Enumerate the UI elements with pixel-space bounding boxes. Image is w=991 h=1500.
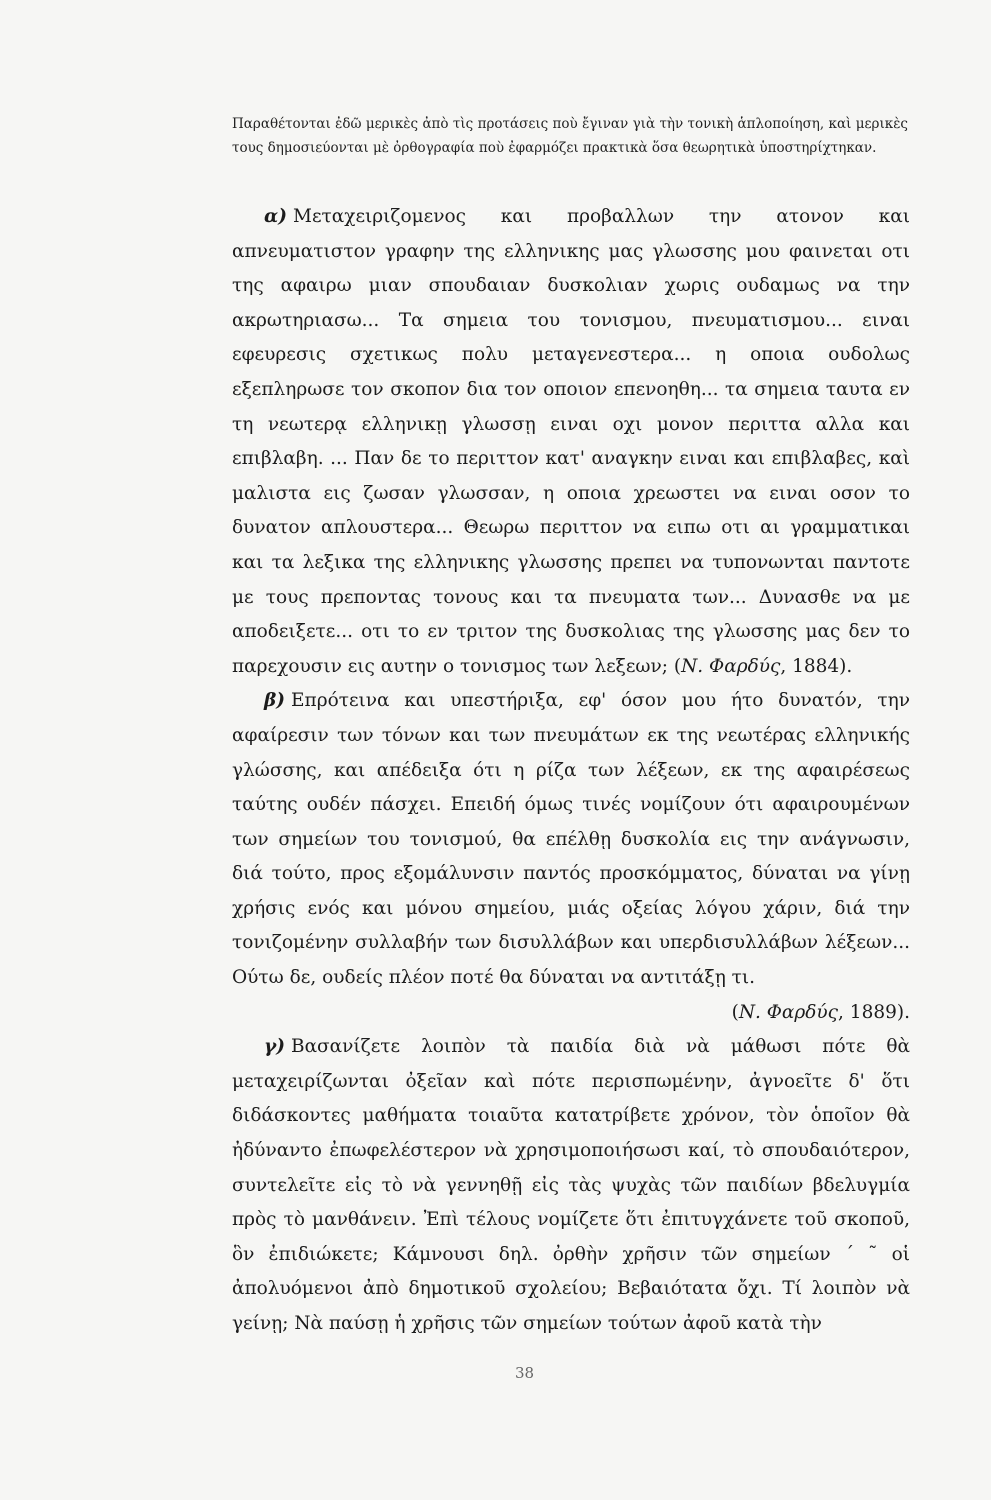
section-gamma-text: Βασανίζετε λοιπὸν τὰ παιδία διὰ νὰ μάθωσι πότε θὰ μεταχειρίζωνται ὀξεῖαν καὶ πότε περισπωμένην, ἀγνοεῖτε δ' ὅτι διδάσκοντες μαθήματα τοιαῦτα κατατρίβετε χρόνον, τὸν ὁποῖον θὰ ἠδύναντο ἐπωφελέστερον νὰ χρησιμοποιήσωσι καί, τὸ σπουδαιότερον, συντελεῖτε εἰς τὸ νὰ γεννηθῇ εἰς τὰς ψυχὰς τῶν παιδίων βδελυγμία πρὸς τὸ μανθάνειν. Ἐπὶ τέλους νομίζετε ὅτι ἐπιτυγχάνετε τοῦ σκοποῦ, ὃν ἐπιδιώκετε; Κάμνουσι δηλ. ὀρθὴν χρῆσιν τῶν σημείων ΄ ˜ οἱ ἀπολυόμενοι ἀπὸ δημοτικοῦ σχολείου; Βεβαιότατα ὄχι. Τί λοιπὸν νὰ γείνῃ; Νὰ παύσῃ ἡ χρῆσις τῶν σημείων τούτων ἀφοῦ κατὰ τὴν	[232, 1036, 910, 1334]
section-alpha-source: (Ν. Φαρδύς, 1884).	[673, 655, 853, 677]
section-beta-label: β)	[264, 690, 286, 712]
section-alpha-text: Μεταχειριζομενος και προβαλλων την ατονον και απνευματιστον γραφην της ελληνικης μας γλωσσης μου φαινεται οτι της αφαιρω μιαν σπουδαιαν δυσκολιαν χωρις ουδαμως να την ακρωτηριασω... Τα σημεια του τονισμου, πνευματισμου... ειναι εφευρεσις σχετικως πολυ μεταγενεστερα... η οποια ουδολως εξεπληρωσε τον σκοπον δια τον οποιον επενοηθη... τα σημεια ταυτα εν τη νεωτερᾳ ελληνικῃ γλωσσῃ ειναι οχι μονον περιττα αλλα και επιβλαβη. ... Παν δε το περιττον κατ' αναγκην ειναι και επιβλαβες, καὶ μαλιστα εις ζωσαν γλωσσαν, η οποια χρεωστει να ειναι οσον το δυνατον απλουστερα... Θεωρω περιττον να ειπω οτι αι γραμματικαι και τα λεξικα της ελληνικης γλωσσης πρεπει να τυπονωνται παντοτε με τους πρεποντας τονους και τα πνευματα των... Δυνασθε να με αποδειξετε... οτι το εν τριτον της δυσκολιας της γλωσσης μας δεν το παρεχουσιν εις αυτην ο τονισμος των λεξεων;	[232, 206, 910, 677]
section-beta-source-author: Ν. Φαρδύς	[738, 1001, 839, 1023]
section-beta-text: Επρότεινα και υπεστήριξα, εφ' όσον μου ήτο δυνατόν, την αφαίρεσιν των τόνων και των πνευμάτων εκ της νεωτέρας ελληνικής γλώσσης, και απέδειξα ότι η ρίζα των λέξεων, εκ της αφαιρέσεως ταύτης ουδέν πάσχει. Επειδή όμως τινές νομίζουν ότι αφαιρουμένων των σημείων του τονισμού, θα επέλθῃ δυσκολία εις την ανάγνωσιν, διά τούτο, προς εξομάλυνσιν παντός προσκόμματος, δύναται να γίνῃ χρήσις ενός και μόνου σημείου, μιάς οξείας λόγου χάριν, διά την τονιζομένην συλλαβήν των δισυλλάβων και υπερδισυλλάβων λέξεων... Ούτω δε, ουδείς πλέον ποτέ θα δύναται να αντιτάξῃ τι.	[232, 690, 910, 989]
section-beta-source: (Ν. Φαρδύς, 1889).	[731, 1001, 910, 1023]
section-gamma-label: γ)	[264, 1036, 285, 1058]
section-alpha-label: α)	[264, 206, 287, 227]
section-alpha-source-year: , 1884).	[780, 655, 853, 677]
section-gamma	[232, 1030, 910, 1341]
intro-paragraph: Παραθέτονται ἐδῶ μερικὲς ἀπὸ τὶς προτάσεις ποὺ ἔγιναν γιὰ τὴν τονικὴ ἁπλοποίηση, καὶ μερικὲς τους δημοσιεύονται μὲ ὀρθογραφία ποὺ ἐφαρμόζει πρακτικὰ ὅσα θεωρητικὰ ὑποστηρίχτηκαν.	[232, 116, 908, 156]
section-alpha-source-author: Ν. Φαρδύς	[681, 655, 781, 677]
quotations-body	[232, 200, 910, 1342]
section-alpha	[232, 200, 910, 684]
page-number: 38	[515, 1364, 535, 1382]
section-beta	[232, 684, 910, 1030]
section-beta-source-year: , 1889).	[838, 1001, 910, 1023]
